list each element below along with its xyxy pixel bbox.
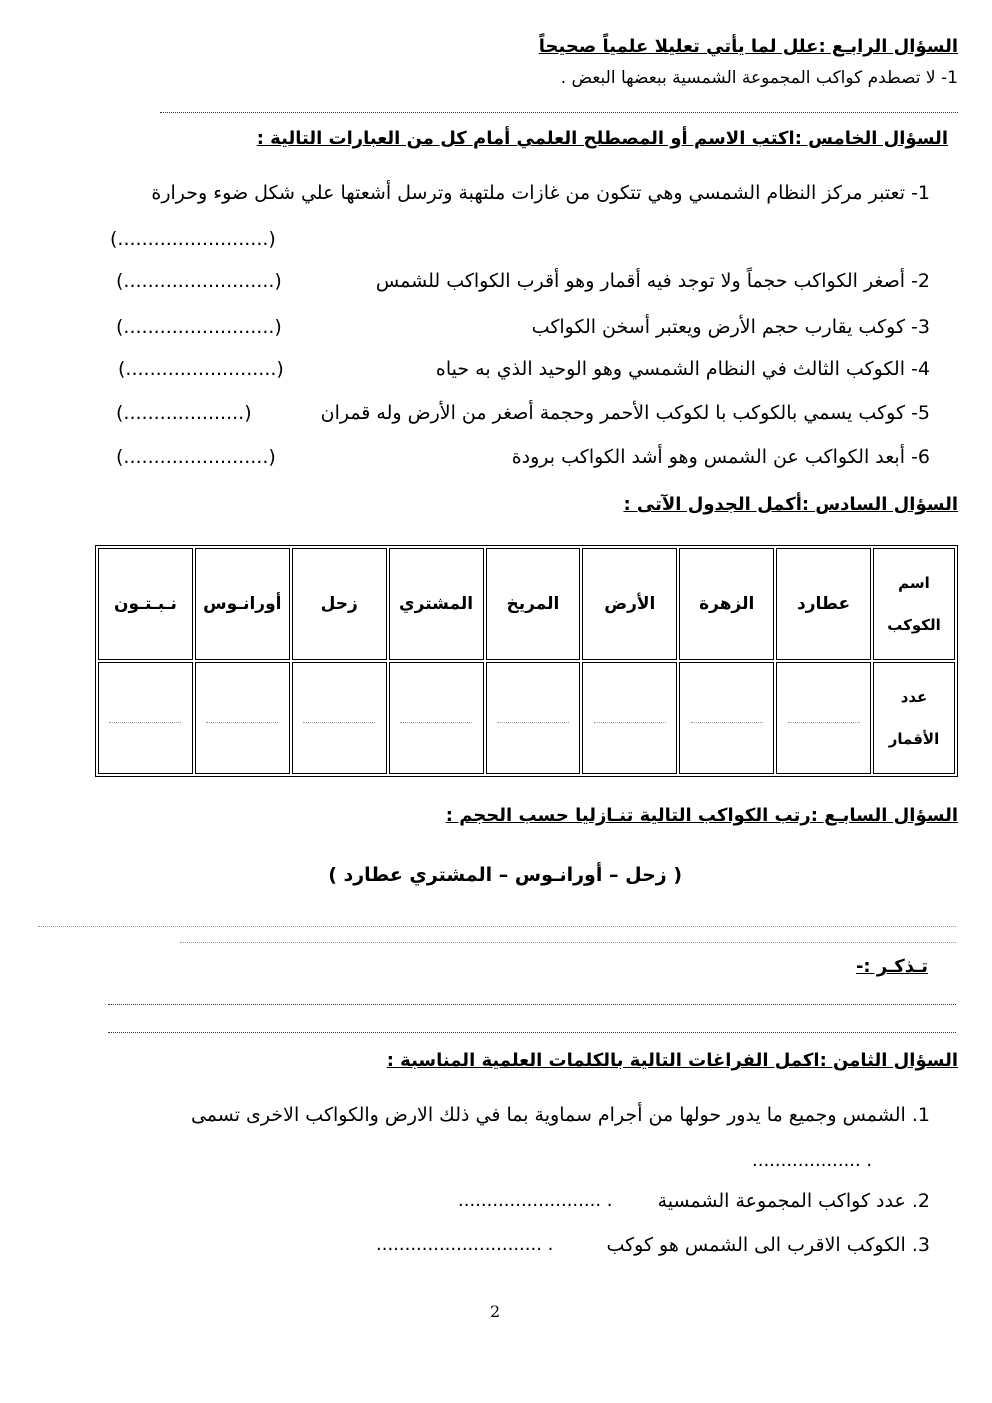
moons-answer-cell[interactable] — [389, 662, 484, 774]
item-number: 5- — [911, 402, 930, 424]
q8-item-2 — [658, 1190, 930, 1212]
table-row — [98, 662, 955, 774]
item-number: 1. — [911, 1104, 930, 1126]
q5-answer-5[interactable]: (....................) — [116, 402, 252, 424]
moons-answer-cell[interactable] — [292, 662, 387, 774]
moons-answer-cell[interactable] — [486, 662, 581, 774]
q5-item-4 — [436, 358, 930, 380]
planet-cell: أورانـوس — [195, 548, 290, 660]
q7-answer-line-1[interactable] — [38, 926, 956, 927]
item-text: عدد كواكب المجموعة الشمسية — [657, 1190, 906, 1212]
q5-item-2 — [376, 270, 930, 292]
planet-cell: زحل — [292, 548, 387, 660]
q4-title: السؤال الرابـع :علل لما يأتي تعليلا علمياً صحيحاً — [538, 36, 958, 57]
planet-cell: نـبـتـون — [98, 548, 193, 660]
item-text: أصغر الكواكب حجماً ولا توجد فيه أقمار وهو أقرب الكواكب للشمس — [375, 270, 905, 292]
q8-blank-3[interactable]: ............................. . — [376, 1234, 554, 1255]
q7-answer-line-2[interactable] — [180, 942, 956, 943]
row-header-moons: عدد الأقمار — [873, 662, 955, 774]
item-number: 3- — [911, 316, 930, 338]
q5-answer-4[interactable]: (.........................) — [118, 358, 284, 380]
q5-item-5 — [321, 402, 930, 424]
planet-cell: المشتري — [389, 548, 484, 660]
q5-item-1 — [151, 182, 930, 204]
q5-answer-1[interactable]: (.........................) — [110, 228, 276, 250]
q5-title: السؤال الخامس :اكتب الاسم أو المصطلح العلمي أمام كل من العبارات التالية : — [256, 128, 948, 149]
moons-answer-cell[interactable] — [776, 662, 871, 774]
remember-line-2[interactable] — [108, 1032, 956, 1033]
item-number: 4- — [911, 358, 930, 380]
moons-answer-cell[interactable] — [98, 662, 193, 774]
item-number: 1- — [911, 182, 930, 204]
item-number: 2. — [911, 1190, 930, 1212]
planets-table — [95, 545, 958, 777]
page-number: 2 — [490, 1302, 501, 1321]
q5-item-6 — [512, 446, 930, 468]
q8-item-3 — [606, 1234, 930, 1256]
q6-title: السؤال السادس :أكمل الجدول الآتى : — [623, 494, 958, 515]
item-number: 2- — [911, 270, 930, 292]
moons-answer-cell[interactable] — [679, 662, 774, 774]
planet-cell: المريخ — [486, 548, 581, 660]
q8-blank-2[interactable]: ......................... . — [458, 1190, 613, 1211]
item-text: الكوكب الثالث في النظام الشمسي وهو الوحيد الذي به حياه — [435, 358, 905, 380]
moons-answer-cell[interactable] — [582, 662, 677, 774]
q7-sequence: ( زحل – أورانـوس – المشتري عطارد ) — [328, 864, 682, 886]
planet-cell: الزهرة — [679, 548, 774, 660]
item-text: تعتبر مركز النظام الشمسي وهي تتكون من غازات ملتهبة وترسل أشعتها علي شكل ضوء وحرارة — [151, 182, 905, 204]
q8-blank-1[interactable]: ................... . — [752, 1150, 873, 1171]
q7-title: السؤال السابـع :رتب الكواكب التالية تنـازليا حسب الحجم : — [445, 805, 958, 826]
q5-answer-3[interactable]: (.........................) — [116, 316, 282, 338]
q8-item-1 — [191, 1104, 930, 1126]
item-text: الشمس وجميع ما يدور حولها من أجرام سماوية بما في ذلك الارض والكواكب الاخرى تسمى — [190, 1104, 906, 1126]
q5-item-3 — [532, 316, 930, 338]
item-text: كوكب يقارب حجم الأرض ويعتبر أسخن الكواكب — [531, 316, 905, 338]
q8-title: السؤال الثامن :اكمل الفراغات التالية بالكلمات العلمية المناسبة : — [386, 1050, 958, 1071]
row-header-planet-name: اسم الكوكب — [873, 548, 955, 660]
q5-answer-6[interactable]: (........................) — [116, 446, 276, 468]
moons-answer-cell[interactable] — [195, 662, 290, 774]
item-text: الكوكب الاقرب الى الشمس هو كوكب — [606, 1234, 906, 1256]
table-row — [98, 548, 955, 660]
planet-cell: الأرض — [582, 548, 677, 660]
q4-item-1: 1- لا تصطدم كواكب المجموعة الشمسية ببعضها البعض . — [560, 68, 958, 88]
q5-answer-2[interactable]: (.........................) — [116, 270, 282, 292]
q4-answer-line[interactable] — [160, 112, 958, 113]
remember-line-1[interactable] — [108, 1004, 956, 1005]
planet-cell: عطارد — [776, 548, 871, 660]
remember-title: تـذكـر :- — [855, 956, 928, 977]
item-text: أبعد الكواكب عن الشمس وهو أشد الكواكب برودة — [511, 446, 905, 468]
item-number: 6- — [911, 446, 930, 468]
item-text: كوكب يسمي بالكوكب با لكوكب الأحمر وحجمة أصغر من الأرض وله قمران — [320, 402, 905, 424]
item-number: 3. — [911, 1234, 930, 1256]
